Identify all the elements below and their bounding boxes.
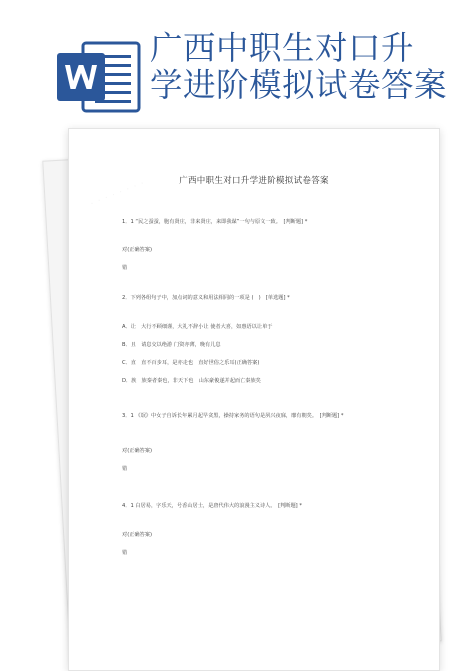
question-4-text: 4．1 白居易，字乐天，号香山居士，是唐代伟大的浪漫主义诗人。 [判断题] * (122, 503, 302, 509)
banner-title-line-1: 广西中职生对口升 (150, 29, 415, 67)
question-1-option-b[interactable]: 错 (122, 265, 128, 271)
question-2-option-b[interactable]: B．且 请息交以绝游 门资亦薄，晚有儿息 (122, 342, 221, 348)
document-page (68, 128, 440, 671)
question-2-option-c[interactable]: C．直 直不百步耳，是亦走也 直好世俗之乐耳(正确答案) (122, 360, 260, 366)
question-3-text: 3．1 《氓》中女子自诉长年累月起早贪黑，操持家务的语句是夙兴夜寐，靡有朝矣。 [判断题] * (122, 413, 344, 419)
question-2-option-a[interactable]: A．让 大行不顾细谨，大礼不辞小让 使者大喜，如惠语以让单于 (122, 324, 273, 330)
question-2-option-d[interactable]: D．族 族秦者秦也，非天下也 山东豪俊遂并起而亡秦族矣 (122, 378, 261, 384)
banner-title (150, 30, 468, 104)
question-4-option-a[interactable]: 对(正确答案) (122, 532, 152, 538)
word-logo-icon (55, 37, 141, 117)
question-1-text: 1．1 “民之蚕蚕，胞有贤庄，非来贤庄，来即我谋”一句与原文一致。 [判断题] * (122, 219, 308, 225)
question-1-option-a[interactable]: 对(正确答案) (122, 247, 152, 253)
document-title: 广西中职生对口升学进阶模拟试卷答案 (179, 176, 329, 186)
banner-title-line-2: 学进阶模拟试卷答案 (150, 66, 448, 104)
question-3-option-b[interactable]: 错 (122, 466, 128, 472)
question-2-text: 2．下列各组句子中，加点词的意义和用法相同的一项是 ( ) [单选题] * (122, 295, 290, 301)
question-3-option-a[interactable]: 对(正确答案) (122, 448, 152, 454)
question-4-option-b[interactable]: 错 (122, 550, 128, 556)
watermark: · · · · · · · · (89, 178, 147, 210)
